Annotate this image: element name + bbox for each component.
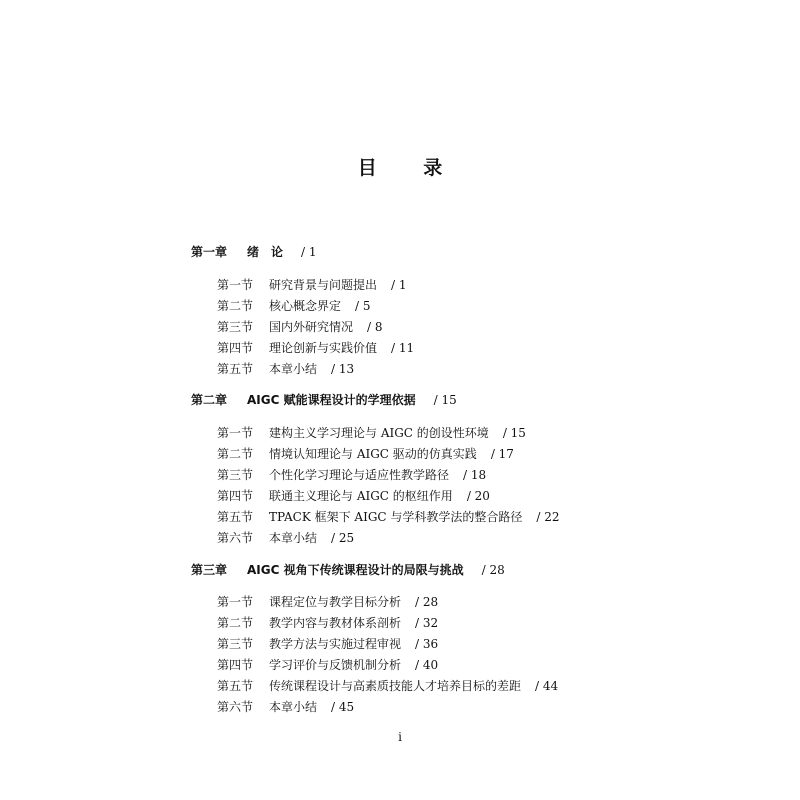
section-title: 本章小结 — [269, 531, 318, 545]
chapter-page: / 1 — [301, 245, 317, 259]
section-number: 第三节 — [217, 637, 254, 651]
toc-section[interactable] — [217, 445, 514, 462]
section-title: 学习评价与反馈机制分析 — [269, 658, 402, 672]
section-title: 国内外研究情况 — [269, 320, 354, 334]
section-page: / 40 — [415, 658, 439, 672]
toc-section[interactable] — [217, 656, 438, 673]
chapter-number: 第二章 — [191, 393, 228, 407]
section-title: 理论创新与实践价值 — [269, 341, 378, 355]
section-title: 情境认知理论与 AIGC 驱动的仿真实践 — [269, 447, 477, 461]
section-number: 第三节 — [217, 320, 254, 334]
chapter-number: 第一章 — [191, 245, 228, 259]
section-page: / 17 — [490, 447, 514, 461]
chapter-title: 绪 论 — [247, 245, 284, 259]
toc-section[interactable] — [217, 466, 486, 483]
section-page: / 13 — [331, 362, 355, 376]
chapter-title: AIGC 赋能课程设计的学理依据 — [247, 393, 416, 407]
toc-section[interactable] — [217, 635, 438, 652]
section-page: / 25 — [331, 531, 355, 545]
toc-chapter-1[interactable] — [191, 243, 317, 260]
section-number: 第二节 — [217, 616, 254, 630]
toc-section[interactable] — [217, 424, 526, 441]
section-number: 第二节 — [217, 447, 254, 461]
toc-section[interactable] — [217, 508, 560, 525]
section-number: 第五节 — [217, 362, 254, 376]
toc-section[interactable] — [217, 677, 558, 694]
section-page: / 15 — [502, 426, 526, 440]
chapter-title: AIGC 视角下传统课程设计的局限与挑战 — [247, 563, 464, 577]
section-page: / 1 — [391, 278, 407, 292]
section-title: 个性化学习理论与适应性教学路径 — [269, 468, 450, 482]
section-title: 联通主义理论与 AIGC 的枢纽作用 — [269, 489, 453, 503]
section-page: / 28 — [415, 595, 439, 609]
toc-section[interactable] — [217, 297, 371, 314]
section-page: / 5 — [355, 299, 371, 313]
section-number: 第一节 — [217, 595, 254, 609]
section-number: 第四节 — [217, 658, 254, 672]
toc-section[interactable] — [217, 698, 354, 715]
section-number: 第一节 — [217, 278, 254, 292]
toc-section[interactable] — [217, 614, 438, 631]
section-page: / 44 — [535, 679, 559, 693]
section-number: 第三节 — [217, 468, 254, 482]
section-page: / 8 — [367, 320, 383, 334]
section-number: 第六节 — [217, 700, 254, 714]
section-number: 第六节 — [217, 531, 254, 545]
toc-chapter-2[interactable] — [191, 391, 457, 408]
section-page: / 11 — [391, 341, 415, 355]
section-title: 教学内容与教材体系剖析 — [269, 616, 402, 630]
section-title: 课程定位与教学目标分析 — [269, 595, 402, 609]
section-page: / 32 — [415, 616, 439, 630]
section-number: 第二节 — [217, 299, 254, 313]
section-title: 传统课程设计与高素质技能人才培养目标的差距 — [269, 679, 522, 693]
chapter-page: / 28 — [481, 563, 505, 577]
page-number: i — [398, 730, 402, 744]
toc-chapter-3[interactable] — [191, 561, 505, 578]
chapter-number: 第三章 — [191, 563, 228, 577]
section-number: 第四节 — [217, 489, 254, 503]
toc-section[interactable] — [217, 529, 354, 546]
section-title: 核心概念界定 — [269, 299, 342, 313]
section-page: / 36 — [415, 637, 439, 651]
section-number: 第四节 — [217, 341, 254, 355]
section-page: / 18 — [463, 468, 487, 482]
chapter-page: / 15 — [433, 393, 457, 407]
toc-section[interactable] — [217, 318, 383, 335]
page-title: 目 录 — [357, 157, 463, 179]
section-title: 建构主义学习理论与 AIGC 的创设性环境 — [269, 426, 489, 440]
toc-section[interactable] — [217, 360, 354, 377]
section-number: 第五节 — [217, 510, 254, 524]
section-page: / 22 — [536, 510, 560, 524]
toc-section[interactable] — [217, 339, 414, 356]
toc-section[interactable] — [217, 593, 438, 610]
section-page: / 20 — [466, 489, 490, 503]
section-title: 本章小结 — [269, 700, 318, 714]
section-title: 研究背景与问题提出 — [269, 278, 378, 292]
section-title: TPACK 框架下 AIGC 与学科教学法的整合路径 — [269, 510, 523, 524]
section-title: 教学方法与实施过程审视 — [269, 637, 402, 651]
section-number: 第一节 — [217, 426, 254, 440]
section-title: 本章小结 — [269, 362, 318, 376]
toc-section[interactable] — [217, 276, 407, 293]
toc-section[interactable] — [217, 487, 490, 504]
section-number: 第五节 — [217, 679, 254, 693]
section-page: / 45 — [331, 700, 355, 714]
